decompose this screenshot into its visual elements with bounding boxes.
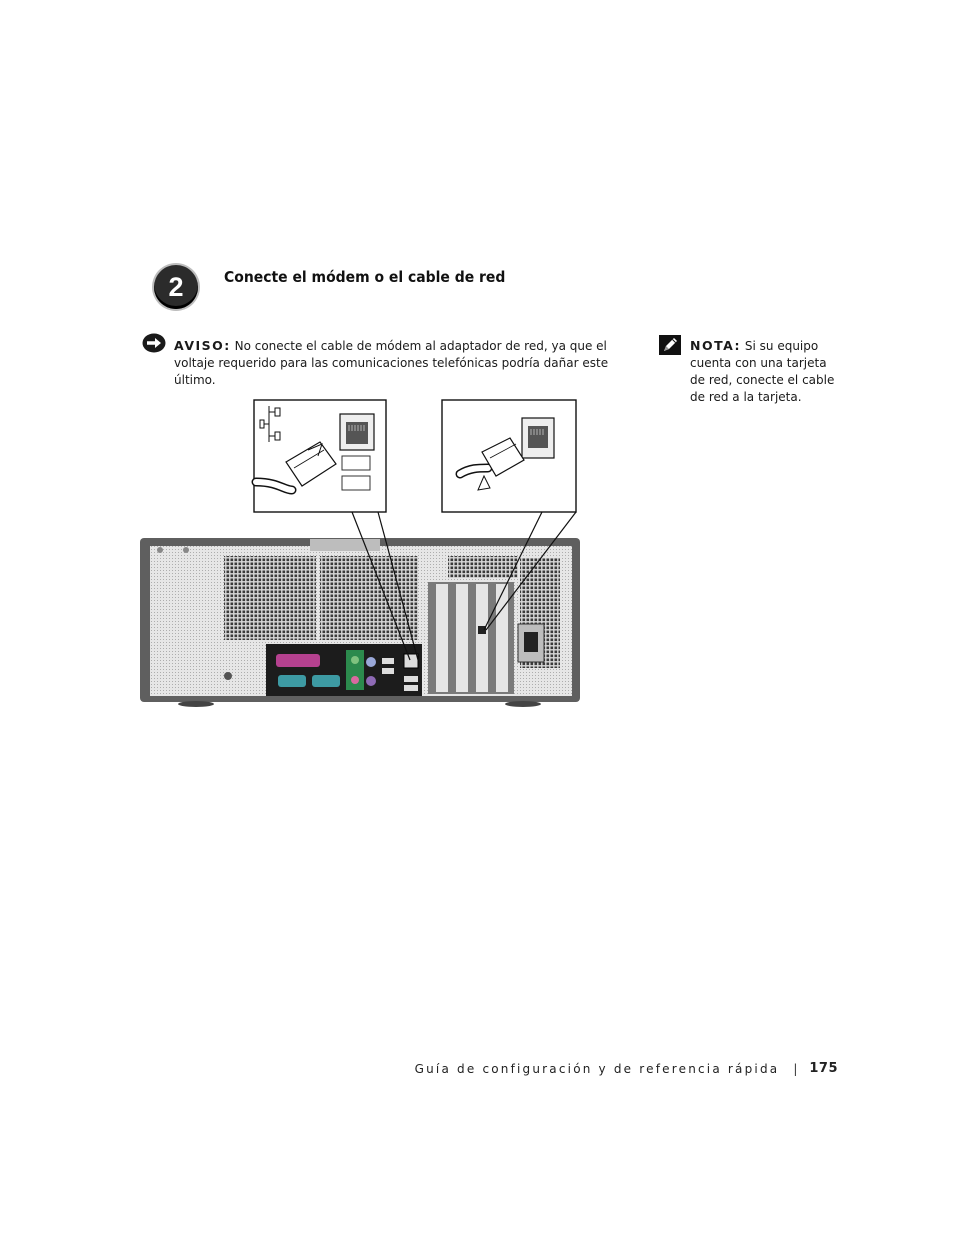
note-label: NOTA: bbox=[690, 338, 742, 353]
notice-text: No conecte el cable de módem al adaptador de red, ya que el voltaje requerido para las comunicaciones telefónicas podría dañar este último. bbox=[174, 339, 609, 387]
page-footer bbox=[415, 1061, 838, 1076]
footer-separator: | bbox=[793, 1061, 798, 1076]
ps2-port bbox=[366, 676, 376, 686]
expansion-slots bbox=[428, 582, 514, 694]
step-title: Conecte el módem o el cable de red bbox=[224, 268, 506, 286]
vent-grille bbox=[320, 556, 418, 640]
vent-grille bbox=[448, 556, 518, 578]
notice-label: AVISO: bbox=[174, 338, 231, 353]
power-connector bbox=[518, 624, 544, 662]
integrated-network-port bbox=[404, 654, 418, 668]
notice-block bbox=[174, 337, 634, 389]
note-block bbox=[690, 337, 840, 406]
pencil-icon bbox=[659, 335, 681, 355]
usb-port bbox=[404, 685, 418, 691]
usb-port bbox=[382, 658, 394, 664]
back-panel-illustration bbox=[138, 398, 586, 708]
footer-title: Guía de configuración y de referencia rápida bbox=[414, 1061, 780, 1076]
usb-port bbox=[382, 668, 394, 674]
serial-port bbox=[278, 675, 306, 687]
notice-arrow-icon bbox=[142, 333, 166, 353]
page-number: 175 bbox=[809, 1061, 838, 1076]
ps2-port bbox=[366, 657, 376, 667]
step-number-badge: 2 bbox=[154, 265, 198, 309]
serial-port bbox=[312, 675, 340, 687]
io-panel bbox=[266, 644, 422, 696]
integrated-network-callout bbox=[254, 400, 386, 512]
network-adapter-callout bbox=[442, 400, 576, 512]
note-text: Si su equipo cuenta con una tarjeta de red, conecte el cable de red a la tarjeta. bbox=[690, 339, 835, 404]
parallel-port bbox=[276, 654, 320, 667]
usb-port bbox=[404, 676, 418, 682]
vent-grille bbox=[224, 556, 316, 640]
